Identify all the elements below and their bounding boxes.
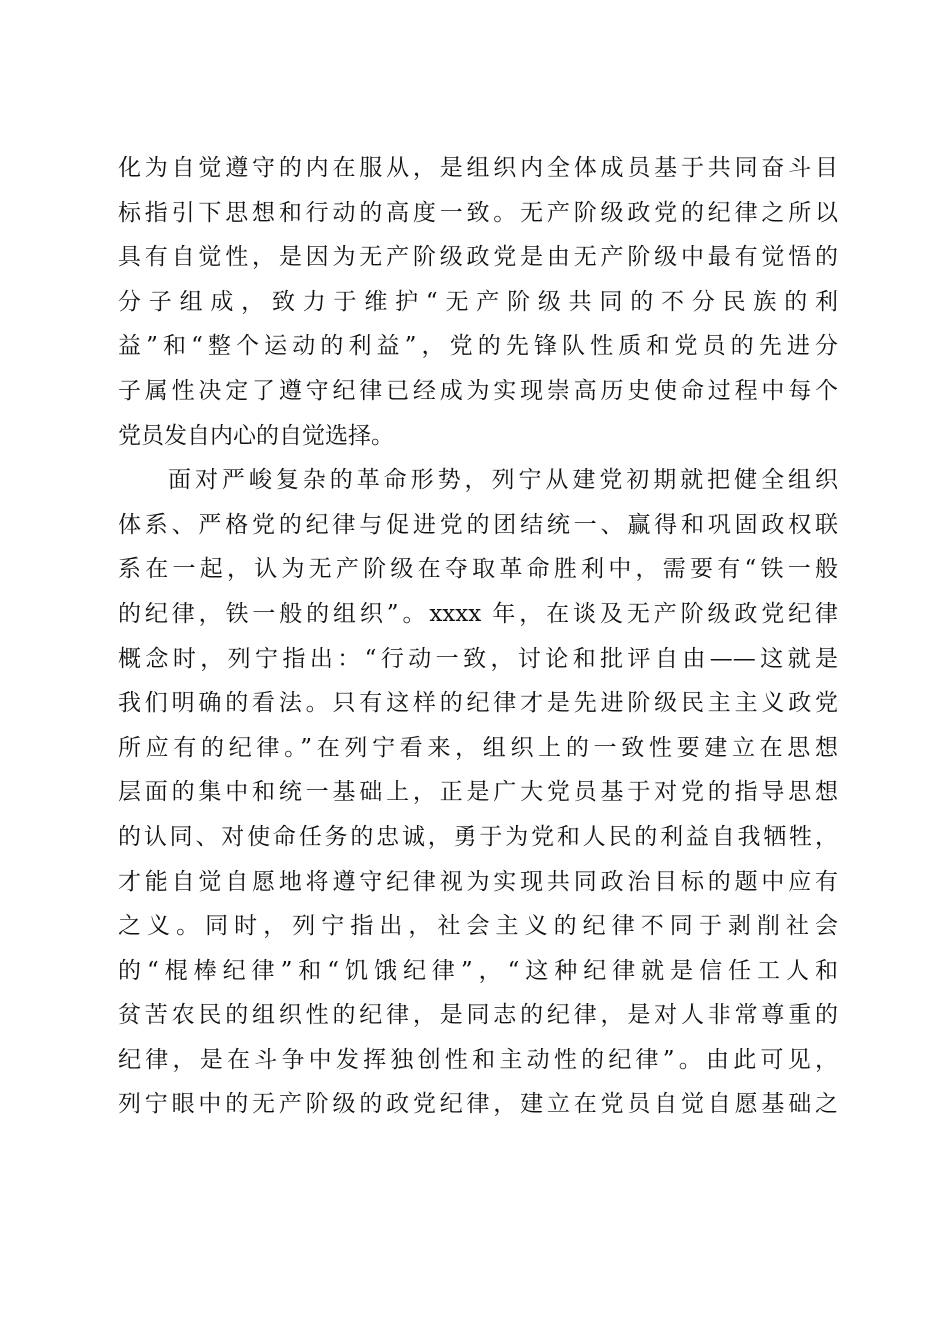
paragraph-1-line-2: 标指引下思想和行动的高度一致。无产阶级政党的纪律之所以	[118, 199, 838, 226]
paragraph-1-line-5: 益”和“整个运动的利益”，党的先锋队性质和党员的先进分	[118, 333, 838, 360]
paragraph-1-line-1: 化为自觉遵守的内在服从，是组织内全体成员基于共同奋斗目	[118, 155, 838, 181]
paragraph-2-line-2: 体系、严格党的纪律与促进党的团结统一、赢得和巩固政权联	[118, 511, 838, 538]
paragraph-2-line-8: 层面的集中和统一基础上，正是广大党员基于对党的指导思想	[118, 779, 838, 806]
paragraph-2-line-15: 列宁眼中的无产阶级的政党纪律，建立在党员自觉自愿基础之	[118, 1091, 838, 1118]
paragraph-2-line-7: 所应有的纪律。”在列宁看来，组织上的一致性要建立在思想	[118, 734, 838, 761]
paragraph-1-line-3: 具有自觉性，是因为无产阶级政党是由无产阶级中最有觉悟的	[118, 244, 838, 271]
paragraph-2-line-6: 我们明确的看法。只有这样的纪律才是先进阶级民主主义政党	[118, 690, 838, 717]
paragraph-2-line-9: 的认同、对使命任务的忠诚，勇于为党和人民的利益自我牺牲，	[118, 823, 838, 850]
paragraph-2-line-11: 之义。同时，列宁指出，社会主义的纪律不同于剥削社会	[118, 913, 838, 940]
paragraph-1-line-6: 子属性决定了遵守纪律已经成为实现崇高历史使命过程中每个	[118, 377, 838, 404]
paragraph-2-line-14: 纪律，是在斗争中发挥独创性和主动性的纪律”。由此可见，	[118, 1046, 838, 1073]
paragraph-2-line-1: 面对严峻复杂的革命形势，列宁从建党初期就把健全组织	[168, 467, 838, 494]
paragraph-2-line-12: 的“棍棒纪律”和“饥饿纪律”，“这种纪律就是信任工人和	[118, 957, 838, 984]
paragraph-2-line-4: 的纪律，铁一般的组织”。xxxx 年，在谈及无产阶级政党纪律	[118, 600, 838, 627]
paragraph-1-line-4: 分子组成，致力于维护“无产阶级共同的不分民族的利	[118, 288, 838, 315]
paragraph-2-line-13: 贫苦农民的组织性的纪律，是同志的纪律，是对人非常尊重的	[118, 1002, 838, 1029]
body-text	[118, 146, 838, 1127]
paragraph-1-line-7: 党员发自内心的自觉选择。	[118, 422, 394, 449]
paragraph-2-line-3: 系在一起，认为无产阶级在夺取革命胜利中，需要有“铁一般	[118, 556, 838, 583]
paragraph-2-line-5: 概念时，列宁指出：“行动一致，讨论和批评自由——这就是	[118, 645, 838, 672]
paragraph-2-line-10: 才能自觉自愿地将遵守纪律视为实现共同政治目标的题中应有	[118, 868, 838, 895]
